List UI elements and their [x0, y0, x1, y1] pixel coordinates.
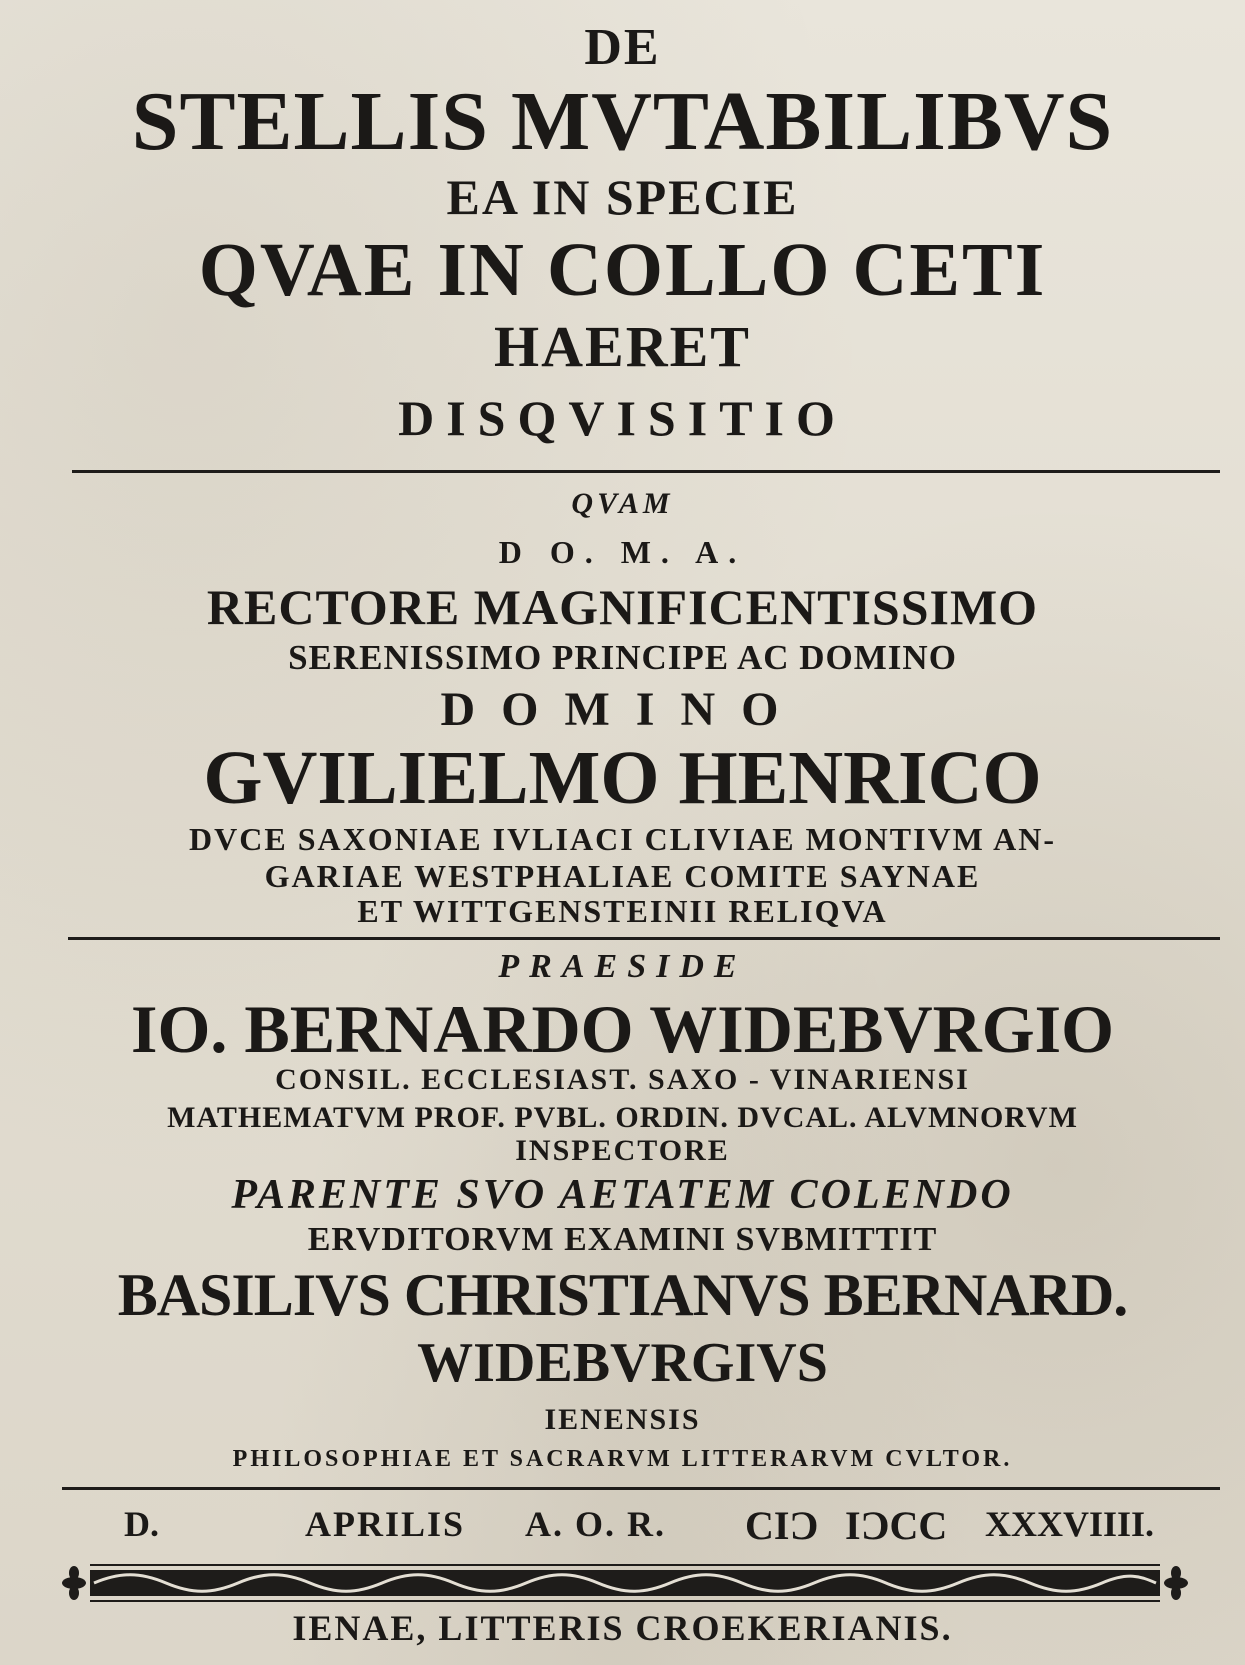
rule-top [72, 470, 1220, 473]
serenissimo-line: SERENISSIMO PRINCIPE AC DOMINO [288, 638, 957, 677]
rectore-line: RECTORE MAGNIFICENTISSIMO [206, 579, 1039, 635]
eruditorum-line: ERVDITORVM EXAMINI SVBMITTIT [307, 1221, 938, 1258]
guilielmo-henrico-line: GVILIELMO HENRICO [203, 736, 1042, 820]
inspectore-line: INSPECTORE [515, 1134, 730, 1167]
title-disquisitio: DISQVISITIO [398, 390, 847, 446]
ornament-fleuron-right [1164, 1566, 1188, 1600]
doma-line: D O. M. A. [498, 534, 747, 570]
domino-line: DOMINO [440, 683, 805, 736]
wideburgius-line: WIDEBVRGIVS [417, 1332, 828, 1394]
praeside-label: PRAESIDE [498, 948, 747, 985]
imprint-line: IENAE, LITTERIS CROEKERIANIS. [292, 1608, 953, 1648]
date-line [0, 1503, 1245, 1548]
gariae-line: GARIAE WESTPHALIAE COMITE SAYNAE [264, 858, 981, 894]
ornament-fleuron-left [62, 1566, 86, 1600]
title-ea-in-specie: EA IN SPECIE [446, 169, 799, 225]
mathematum-line: MATHEMATVM PROF. PVBL. ORDIN. DVCAL. ALVMNORVM [167, 1101, 1078, 1134]
date-day: D. [124, 1504, 159, 1544]
ienensis-line: IENENSIS [544, 1403, 701, 1436]
et-wittgensteinii-line: ET WITTGENSTEINII RELIQVA [357, 893, 888, 929]
date-aor: A. O. R. [525, 1504, 666, 1544]
title-de: DE [584, 19, 661, 76]
date-year-tens: XXXVIIII. [985, 1504, 1155, 1544]
rule-bottom [62, 1487, 1220, 1490]
date-year-hundreds: IƆCC [845, 1503, 948, 1548]
date-year-thousand: CIƆ [745, 1503, 819, 1548]
io-bernardo-wideburgio-line: IO. BERNARDO WIDEBVRGIO [130, 991, 1114, 1067]
title-stellis-mutabilibus: STELLIS MVTABILIBVS [131, 75, 1114, 168]
title-quae-in-collo-ceti: QVAE IN COLLO CETI [198, 228, 1047, 312]
quam-label: QVAM [571, 487, 674, 520]
basilius-line: BASILIVS CHRISTIANVS BERNARD. [117, 1262, 1128, 1328]
date-month: APRILIS [305, 1504, 466, 1544]
title-haeret: HAERET [494, 314, 751, 379]
parente-line: PARENTE SVO AETATEM COLENDO [231, 1172, 1014, 1218]
ornament-band [60, 1560, 1190, 1606]
philosophiae-line: PHILOSOPHIAE ET SACRARVM LITTERARVM CVLTOR. [232, 1446, 1013, 1472]
duce-line: DVCE SAXONIAE IVLIACI CLIVIAE MONTIVM AN- [189, 821, 1056, 857]
consil-line: CONSIL. ECCLESIAST. SAXO - VINARIENSI [275, 1063, 970, 1096]
rule-middle [68, 937, 1220, 940]
